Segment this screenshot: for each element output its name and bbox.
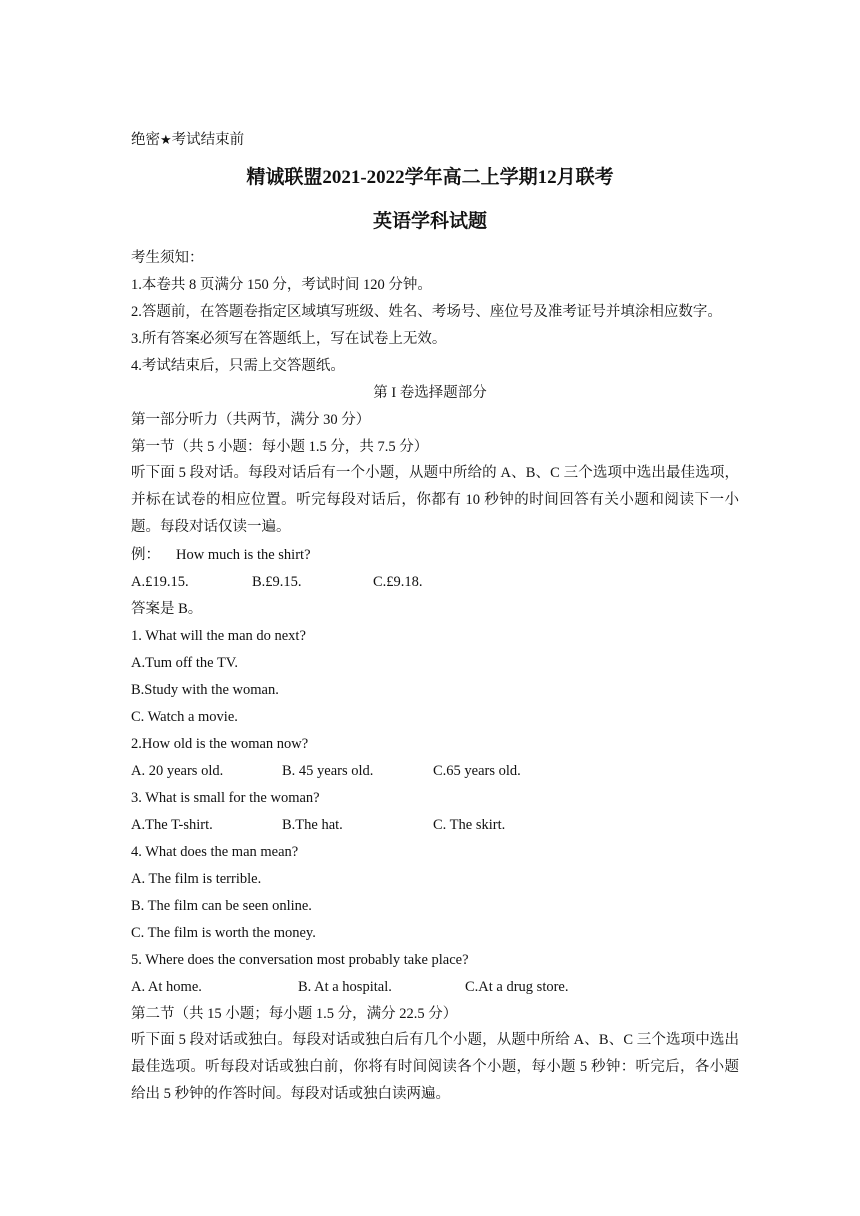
question-4-option-c: C. The film is worth the money. — [131, 925, 316, 941]
question-1-option-a: A.Tum off the TV. — [131, 655, 239, 671]
part1-heading: 第一部分听力（共两节，满分 30 分） — [131, 412, 371, 428]
question-1-stem: 1. What will the man do next? — [131, 628, 306, 644]
option-a: A.£19.15. — [131, 574, 189, 590]
notice-item: 4.考试结束后，只需上交答题纸。 — [131, 358, 345, 374]
question-5-options — [131, 980, 771, 998]
volume-title: 第 I 卷选择题部分 — [373, 385, 487, 401]
question-3-stem: 3. What is small for the woman? — [131, 790, 320, 806]
confidential-mark — [131, 133, 244, 148]
example-options — [131, 575, 771, 593]
option-a: A. 20 years old. — [131, 763, 224, 779]
notice-heading: 考生须知： — [131, 250, 204, 266]
question-4-option-b: B. The film can be seen online. — [131, 898, 312, 914]
option-c: C.£9.18. — [373, 574, 423, 590]
option-c: C. The skirt. — [433, 817, 506, 833]
confidential-prefix: 绝密 — [131, 132, 160, 148]
question-4-option-a: A. The film is terrible. — [131, 871, 262, 887]
option-c: C.65 years old. — [433, 763, 521, 779]
star-icon: ★ — [160, 133, 172, 148]
section1-heading: 第一节（共 5 小题：每小题 1.5 分，共 7.5 分） — [131, 439, 429, 455]
question-2-options — [131, 764, 771, 782]
option-b: B.£9.15. — [252, 574, 302, 590]
example-answer: 答案是 B。 — [131, 601, 203, 617]
question-1-option-c: C. Watch a movie. — [131, 709, 238, 725]
section2-instructions: 听下面 5 段对话或独白。每段对话或独白后有几个小题，从题中所给 A、B、C 三个选项中选出最佳选项。听每段对话或独白前，你将有时间阅读各个小题，每小题 5 秒钟：听完后，各小题给出 5 秒钟的作答时间。每段对话或独白读两遍。 — [131, 1032, 739, 1102]
question-4-stem: 4. What does the man mean? — [131, 844, 299, 860]
question-1-option-b: B.Study with the woman. — [131, 682, 279, 698]
notice-item: 3.所有答案必须写在答题纸上，写在试卷上无效。 — [131, 331, 447, 347]
example-question — [131, 548, 311, 563]
question-5-stem: 5. Where does the conversation most probably take place? — [131, 952, 469, 968]
option-c: C.At a drug store. — [465, 979, 569, 995]
notice-item: 2.答题前，在答题卷指定区域填写班级、姓名、考场号、座位号及准考证号并填涂相应数字。 — [131, 304, 722, 320]
option-a: A.The T-shirt. — [131, 817, 213, 833]
notice-item: 1.本卷共 8 页满分 150 分，考试时间 120 分钟。 — [131, 277, 432, 293]
confidential-suffix: 考试结束前 — [171, 132, 245, 148]
section1-instructions: 听下面 5 段对话。每段对话后有一个小题，从题中所给的 A、B、C 三个选项中选出最佳选项，并标在试卷的相应位置。听完每段对话后，你都有 10 秒钟的时间回答有关小题和阅读下一小题。每段对话仅读一遍。 — [131, 465, 739, 535]
option-b: B. 45 years old. — [282, 763, 374, 779]
exam-title: 精诚联盟2021-2022学年高二上学期12月联考 — [246, 167, 614, 188]
option-b: B. At a hospital. — [298, 979, 392, 995]
option-a: A. At home. — [131, 979, 202, 995]
example-stem: How much is the shirt? — [176, 547, 311, 563]
question-2-stem: 2.How old is the woman now? — [131, 736, 309, 752]
exam-subtitle: 英语学科试题 — [372, 211, 487, 232]
option-b: B.The hat. — [282, 817, 343, 833]
example-label: 例： — [131, 547, 160, 563]
section2-heading: 第二节（共 15 小题；每小题 1.5 分，满分 22.5 分） — [131, 1006, 458, 1022]
question-3-options — [131, 818, 771, 836]
